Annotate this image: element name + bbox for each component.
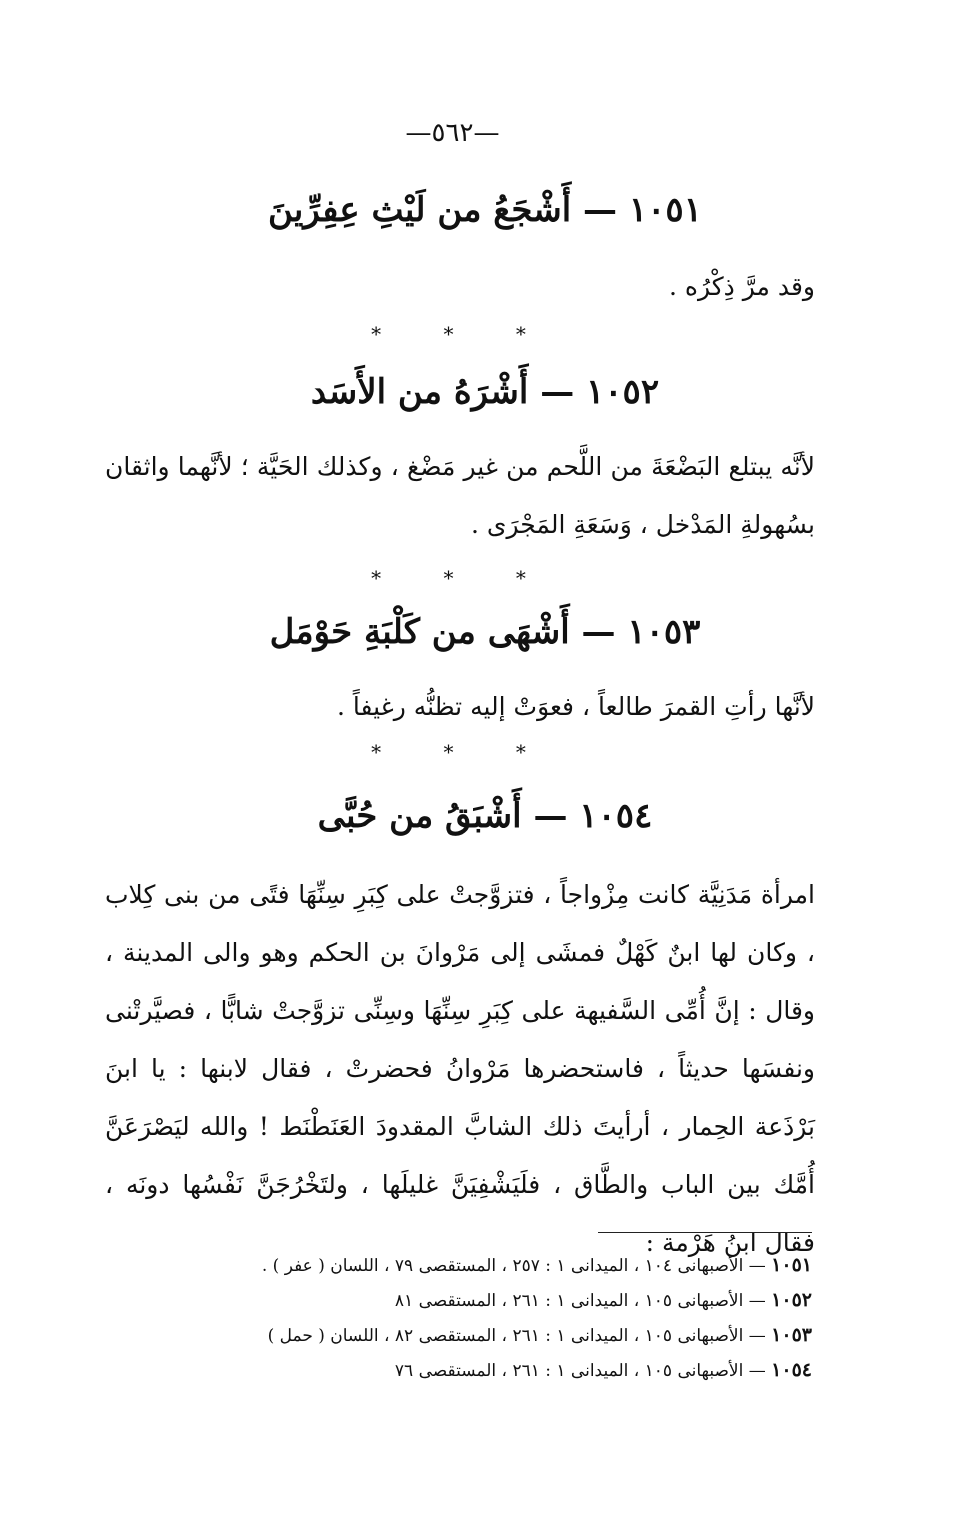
footnote-number: ١٠٥٢ [771, 1289, 812, 1311]
footnote-number: ١٠٥٤ [771, 1359, 812, 1381]
entry-text-1052: لأنَّه يبتلع البَضْعَةَ من اللَّحم من غير مَضْغ ، وكذلك الحَيَّة ؛ لأنَّهما واثقان بسُهولةِ المَدْخل ، وَسَعَةِ المَجْرَى . [105, 452, 815, 539]
section-divider-stars: * * * [371, 322, 554, 346]
footnote-1051 [130, 1248, 812, 1283]
footnote-1053 [130, 1318, 812, 1353]
footnote-text: — الأصبهانى ١٠٥ ، الميدانى ١ : ٢٦١ ، المستقصى ٧٦ [394, 1361, 766, 1381]
entry-heading-1054: ١٠٥٤ — أَشْبَقُ من حُبَّى [317, 796, 653, 836]
entry-text-1051: وقد مرَّ ذِكْرُه . [668, 272, 815, 301]
section-divider-stars: * * * [371, 566, 554, 590]
footnotes [130, 1248, 812, 1388]
footnote-1054 [130, 1353, 812, 1388]
footnote-text: — الأصبهانى ١٠٥ ، الميدانى ١ : ٢٦١ ، المستقصى ٨٢ ، اللسان ( حمل ) [267, 1326, 766, 1346]
entry-heading-1053: ١٠٥٣ — أَشْهَى من كَلْبَةِ حَوْمَل [269, 612, 701, 652]
entry-text-1053: لأنَّها رأتِ القمرَ طالعاً ، فعوَتْ إليه تظنُّه رغيفاً . [336, 692, 815, 721]
entry-text-1054: امرأة مَدَنِيَّة كانت مِزْواجاً ، فتزوَّجتْ على كِبَرِ سِنِّهَا فتًى من بنى كِلاب ، وكان لها ابنٌ كَهْلٌ فمشَى إلى مَرْوانَ بن الحكم وهو والى المدينة ، وقال : إنَّ أُمِّى السَّفيهة على كِبَرِ سِنِّهَا وسِنِّى تزوَّجتْ شابًّا ، فصيَّرتْنى ونفسَها حديثاً ، فاستحضرها مَرْوانُ فحضرتْ ، فقال لابنها : يا ابنَ بَرْذَعة الحِمار ، أرأيتَ ذلك الشابَّ المقدودَ العَنَطْنَط ! والله ليَصْرَعَنَّ أُمَّك بين الباب والطَّاق ، فلَيَشْفِيَنَّ غليلَها ، ولتَخْرُجَنَّ نَفْسُها دونَه ، فقال ابنُ هَرْمة : [105, 880, 815, 1257]
footnote-1052 [130, 1283, 812, 1318]
page-number: —٥٦٢— [405, 118, 500, 148]
entry-heading-1052: ١٠٥٢ — أَشْرَهُ من الأَسَد [310, 372, 660, 412]
footnote-number: ١٠٥١ [771, 1254, 812, 1276]
footnote-number: ١٠٥٣ [771, 1324, 812, 1346]
section-divider-stars: * * * [371, 740, 554, 764]
entry-heading-1051: ١٠٥١ — أَشْجَعُ من لَيْثِ عِفِرِّينَ [268, 190, 702, 230]
footnote-divider [598, 1232, 812, 1233]
footnote-text: — الأصبهانى ١٠٥ ، الميدانى ١ : ٢٦١ ، المستقصى ٨١ [394, 1291, 766, 1311]
footnote-text: — الأصبهانى ١٠٤ ، الميدانى ١ : ٢٥٧ ، المستقصى ٧٩ ، اللسان ( عفر ) . [261, 1256, 766, 1276]
